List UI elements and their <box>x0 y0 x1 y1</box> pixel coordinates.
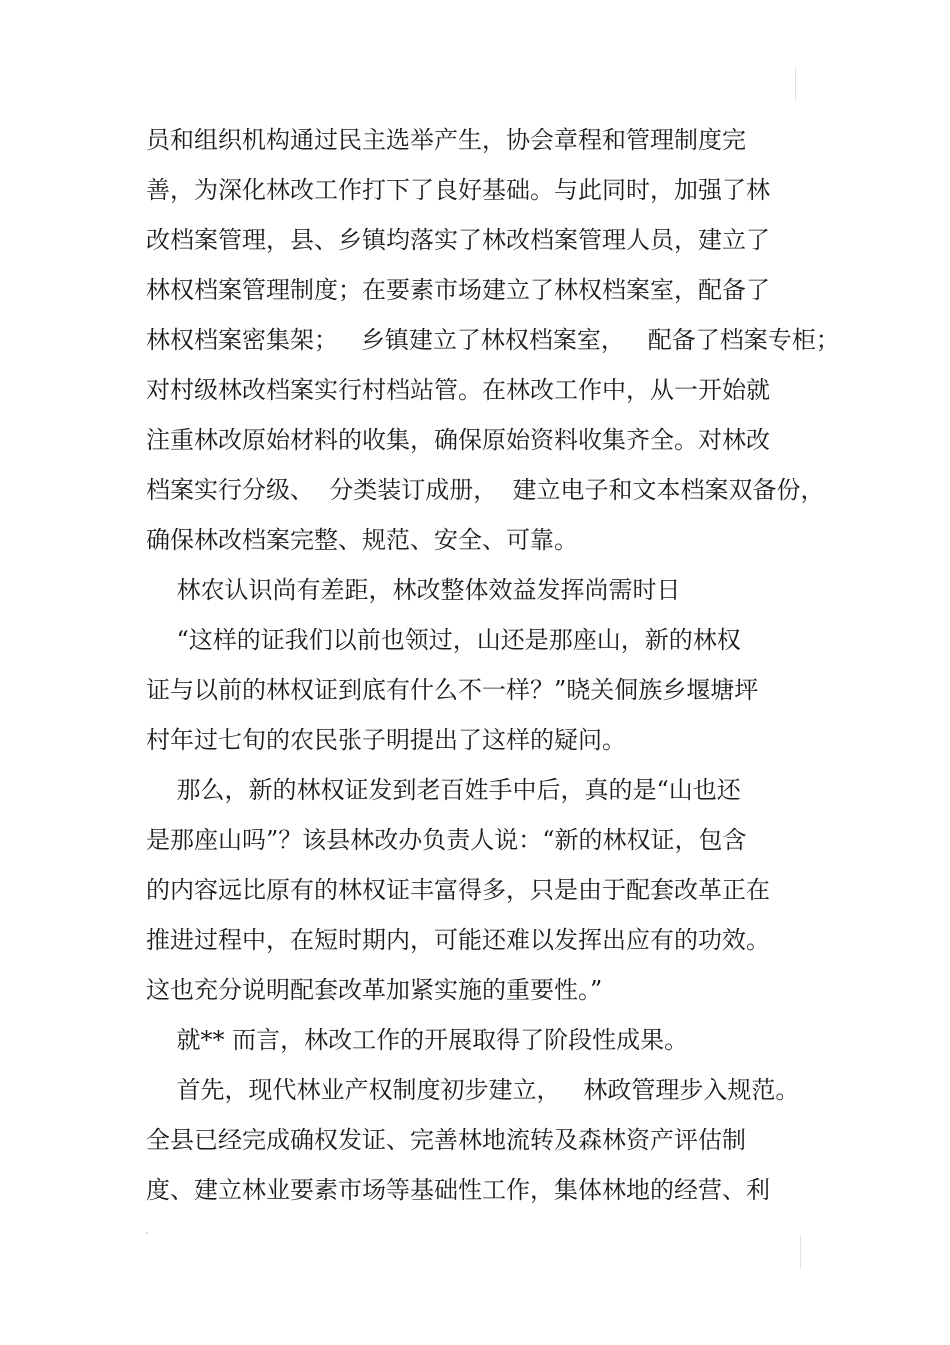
section-heading: 林农认识尚有差距，林改整体效益发挥尚需时日 <box>146 576 681 604</box>
text-line-21: 全县已经完成确权发证、完善林地流转及森林资产评估制 <box>146 1126 746 1154</box>
text-line-3: 改档案管理，县、乡镇均落实了林改档案管理人员，建立了 <box>146 226 770 254</box>
page-edge-mark-top <box>795 68 796 100</box>
text-line-14: 那么，新的林权证发到老百姓手中后，真的是“山也还 <box>146 776 741 804</box>
text-line-19: 就** 而言，林改工作的开展取得了阶段性成果。 <box>146 1026 689 1054</box>
page-edge-dot <box>146 1232 148 1234</box>
text-line-5: 林权档案密集架； 乡镇建立了林权档案室， 配备了档案专柜； <box>146 326 840 354</box>
text-line-18: 这也充分说明配套改革加紧实施的重要性。” <box>146 976 603 1004</box>
text-line-4: 林权档案管理制度；在要素市场建立了林权档案室，配备了 <box>146 276 770 304</box>
text-line-16: 的内容远比原有的林权证丰富得多，只是由于配套改革正在 <box>146 876 770 904</box>
page-edge-mark-bottom <box>800 1236 801 1268</box>
text-line-22: 度、建立林业要素市场等基础性工作，集体林地的经营、利 <box>146 1176 770 1204</box>
text-line-15: 是那座山吗”？该县林改办负责人说：“新的林权证，包含 <box>146 826 747 854</box>
text-line-8: 档案实行分级、 分类装订成册， 建立电子和文本档案双备份， <box>146 476 825 504</box>
text-line-1: 员和组织机构通过民主选举产生，协会章程和管理制度完 <box>146 126 746 154</box>
text-line-12: 证与以前的林权证到底有什么不一样？”晓关侗族乡堰塘坪 <box>146 676 759 704</box>
text-line-2: 善，为深化林改工作打下了良好基础。与此同时，加强了林 <box>146 176 770 204</box>
text-line-11: “这样的证我们以前也领过，山还是那座山，新的林权 <box>146 626 741 654</box>
text-line-13: 村年过七旬的农民张子明提出了这样的疑问。 <box>146 726 626 754</box>
text-line-7: 注重林改原始材料的收集，确保原始资料收集齐全。对林改 <box>146 426 770 454</box>
text-line-20: 首先，现代林业产权制度初步建立， 林政管理步入规范。 <box>146 1076 800 1104</box>
text-line-17: 推进过程中，在短时期内，可能还难以发挥出应有的功效。 <box>146 926 770 954</box>
text-line-6: 对村级林改档案实行村档站管。在林改工作中，从一开始就 <box>146 376 770 404</box>
text-line-9: 确保林改档案完整、规范、安全、可靠。 <box>146 526 578 554</box>
